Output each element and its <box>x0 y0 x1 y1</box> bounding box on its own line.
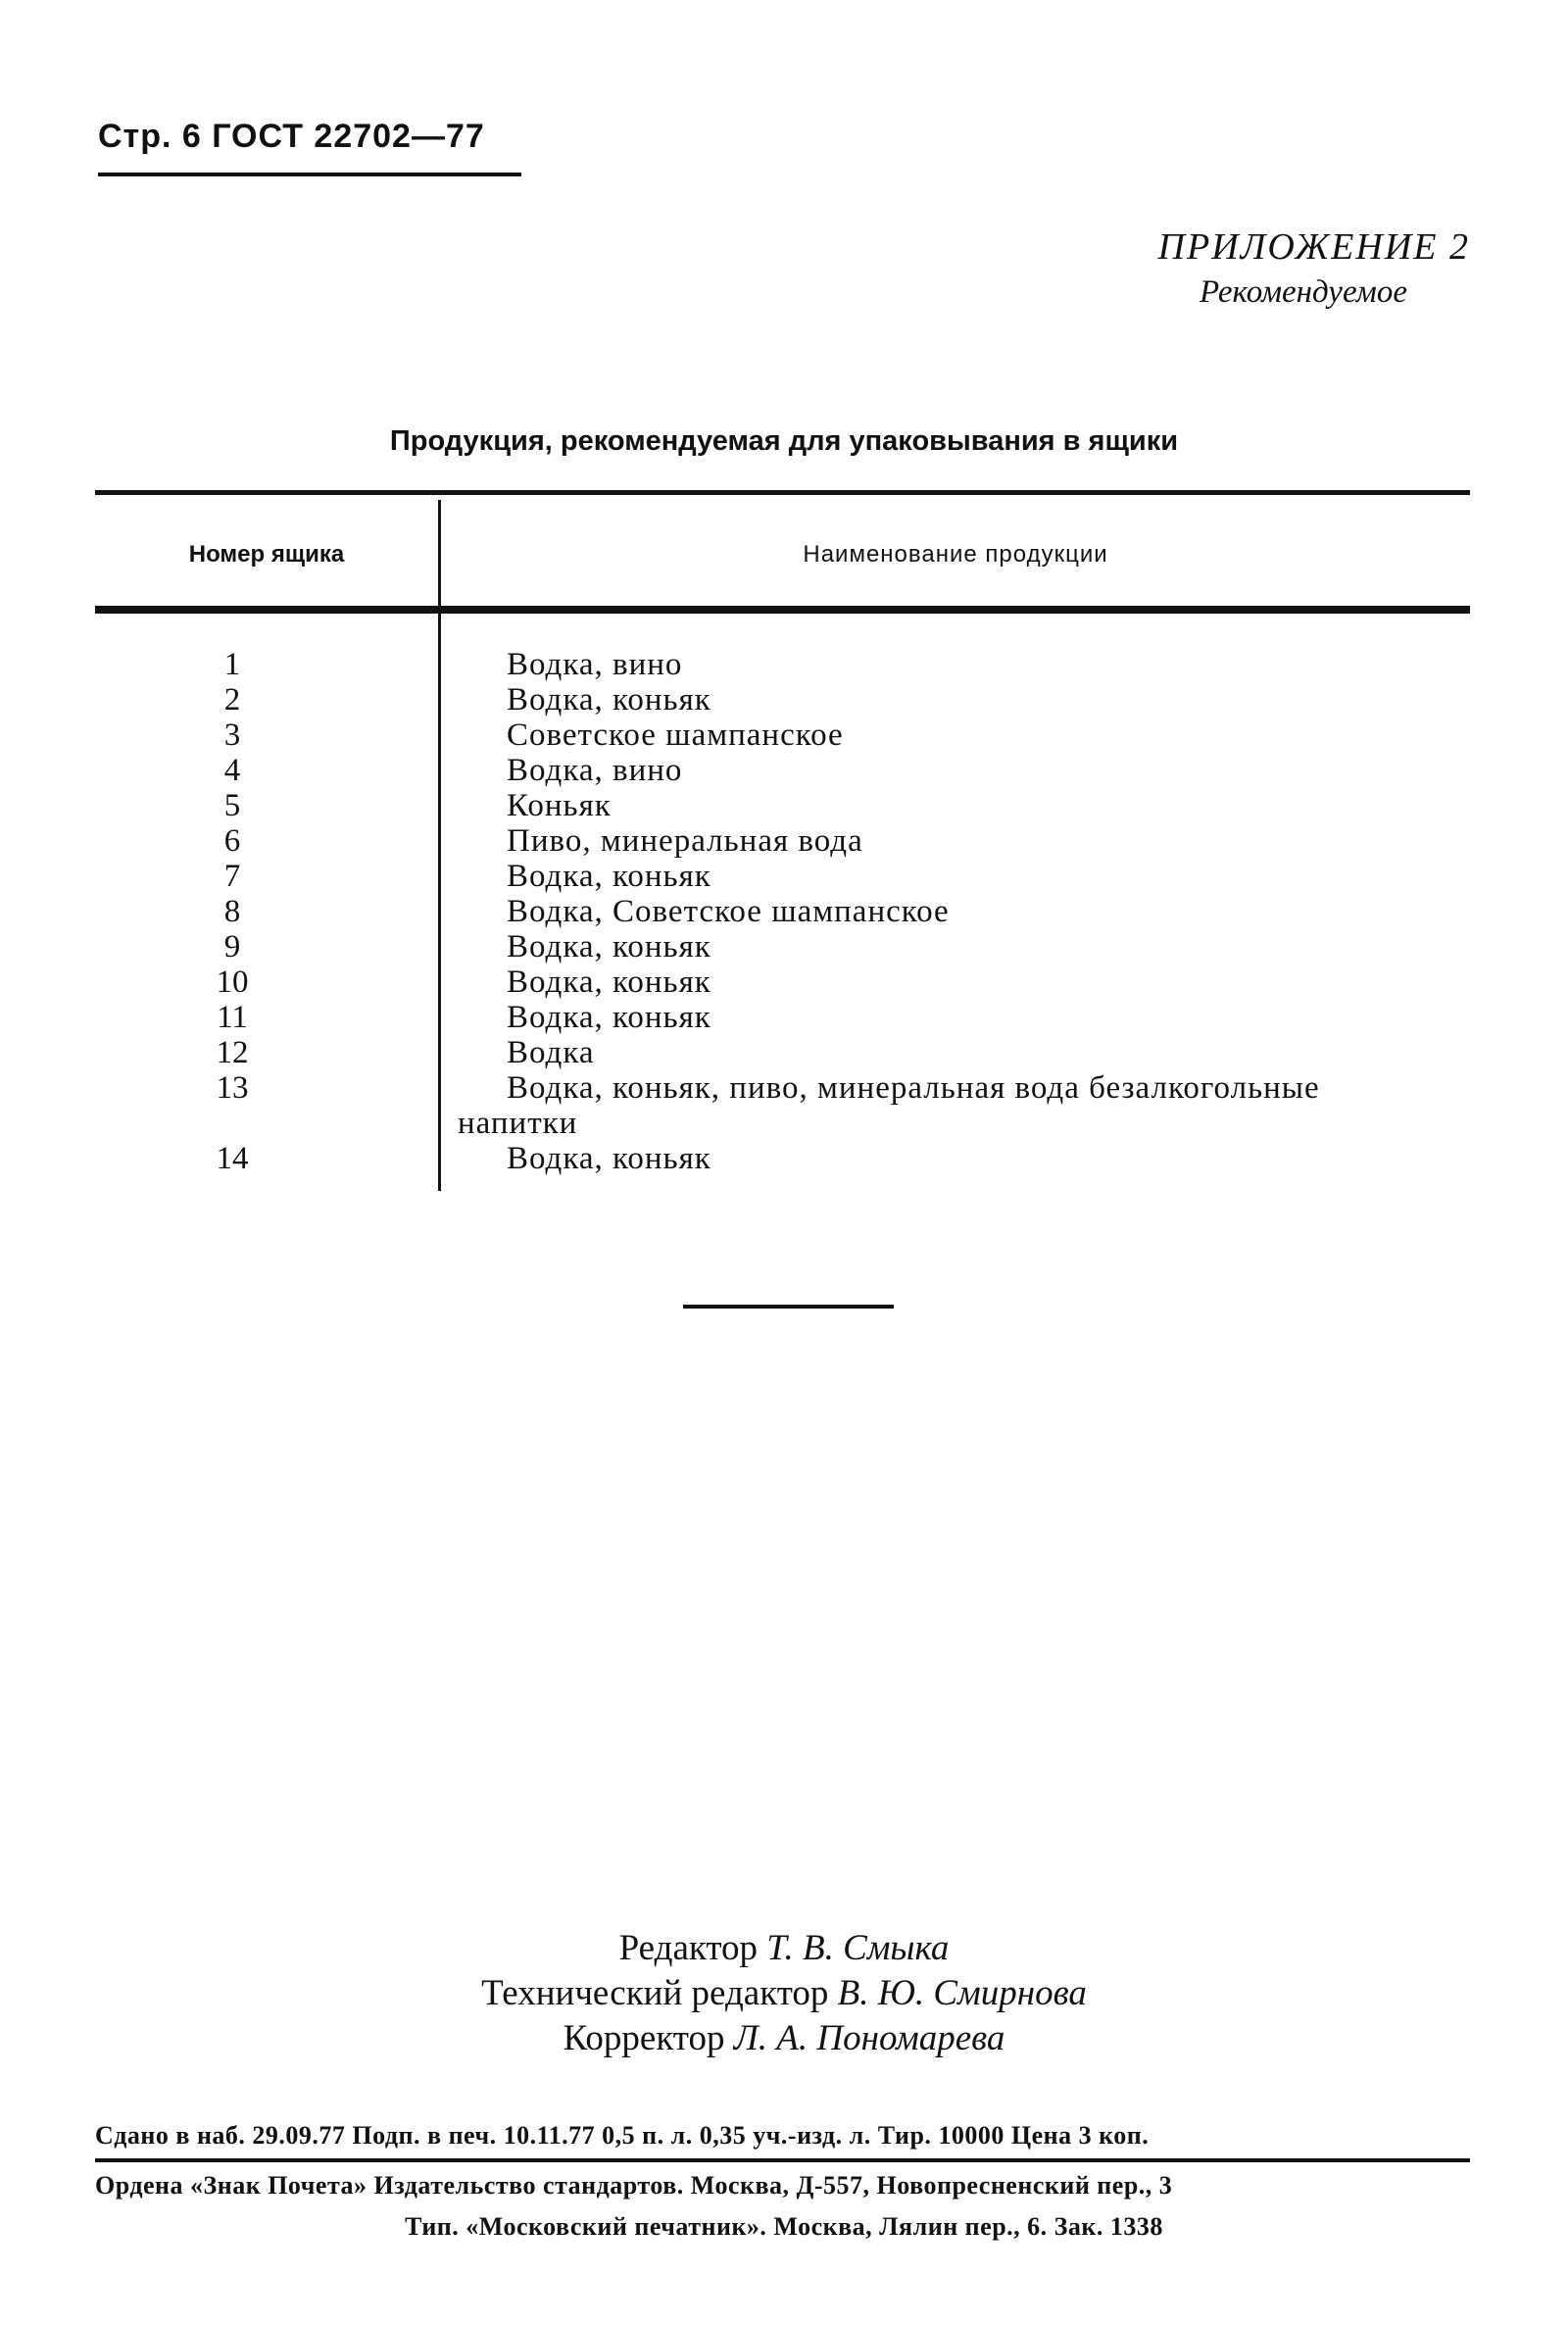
box-number: 5 <box>223 788 241 823</box>
header-product-name: Наименование продукции <box>803 541 1108 568</box>
end-rule <box>683 1305 894 1309</box>
product-name: Пиво, минеральная вода <box>507 823 863 859</box>
editor-name: Т. В. Смыка <box>766 1928 950 1968</box>
table-row <box>95 929 1470 965</box>
box-number: 11 <box>217 1000 248 1035</box>
table-row <box>95 717 1470 753</box>
box-number: 3 <box>223 717 241 753</box>
table-row <box>95 1070 1470 1141</box>
product-name: Водка, коньяк <box>507 965 711 1000</box>
product-name: Советское шампанское <box>507 717 844 753</box>
box-number: 6 <box>223 823 241 859</box>
table-row <box>95 1141 1470 1176</box>
product-name: Водка, вино <box>507 753 683 788</box>
table-row <box>95 1035 1470 1070</box>
corrector-name: Л. А. Пономарева <box>733 2018 1005 2058</box>
box-number: 8 <box>223 894 241 929</box>
product-name: Коньяк <box>507 788 612 823</box>
table-row <box>95 682 1470 717</box>
box-number: 9 <box>223 929 241 965</box>
header-rule <box>98 173 521 176</box>
product-name: Водка, Советское шампанское <box>507 894 950 929</box>
box-number: 2 <box>223 682 241 717</box>
product-name: Водка, коньяк <box>507 859 711 894</box>
table-row <box>95 859 1470 894</box>
box-number: 4 <box>223 753 241 788</box>
table-caption: Продукция, рекомендуемая для упаковывания в ящики <box>389 425 1179 457</box>
box-number: 10 <box>216 965 249 1000</box>
table-row <box>95 823 1470 859</box>
corrector-line <box>0 2016 1568 2061</box>
box-number: 12 <box>216 1035 249 1070</box>
product-name: Водка, коньяк <box>507 1000 711 1035</box>
product-table <box>95 490 1470 1191</box>
table-row <box>95 965 1470 1000</box>
imprint-publisher: Ордена «Знак Почета» Издательство стандартов. Москва, Д-557, Новопресненский пер., 3 <box>95 2171 1173 2200</box>
box-number: 1 <box>223 647 241 682</box>
table-body <box>95 647 1470 1176</box>
header-box-number: Номер ящика <box>188 541 345 568</box>
product-name: Водка <box>507 1035 595 1070</box>
tech-editor-name: В. Ю. Смирнова <box>837 1973 1087 2013</box>
editor-label: Редактор <box>618 1928 759 1968</box>
credits-block <box>0 1926 1568 2061</box>
box-number: 13 <box>216 1070 249 1106</box>
table-row <box>95 753 1470 788</box>
tech-editor-label: Технический редактор <box>481 1973 829 2013</box>
box-number: 7 <box>223 859 241 894</box>
imprint-rule <box>95 2158 1470 2162</box>
table-row <box>95 788 1470 823</box>
appendix-subtitle: Рекомендуемое <box>1199 274 1407 310</box>
tech-editor-line <box>0 1971 1568 2016</box>
appendix-block <box>1158 225 1470 311</box>
product-name: Водка, коньяк, пиво, минеральная вода безалкогольные <box>507 1070 1320 1106</box>
page-header: Стр. 6 ГОСТ 22702—77 <box>98 118 485 155</box>
box-number: 14 <box>216 1141 249 1176</box>
product-name-wrapped <box>438 1070 1470 1141</box>
appendix-title: ПРИЛОЖЕНИЕ 2 <box>1157 226 1470 268</box>
table-row <box>95 894 1470 929</box>
table-header-rule <box>95 606 1470 614</box>
product-name: Водка, коньяк <box>507 1141 711 1176</box>
product-name-continuation: напитки <box>458 1106 578 1141</box>
corrector-label: Корректор <box>563 2018 725 2058</box>
table-row <box>95 647 1470 682</box>
editor-line <box>0 1926 1568 1971</box>
product-name: Водка, вино <box>507 647 683 682</box>
table-top-rule <box>95 490 1470 495</box>
table-row <box>95 1000 1470 1035</box>
product-name: Водка, коньяк <box>507 682 711 717</box>
imprint-print-data: Сдано в наб. 29.09.77 Подп. в печ. 10.11.77 0,5 п. л. 0,35 уч.-изд. л. Тир. 10000 Цена 3 коп. <box>95 2121 1150 2150</box>
imprint-printer: Тип. «Московский печатник». Москва, Лялин пер., 6. Зак. 1338 <box>405 2212 1163 2241</box>
product-name: Водка, коньяк <box>507 929 711 965</box>
